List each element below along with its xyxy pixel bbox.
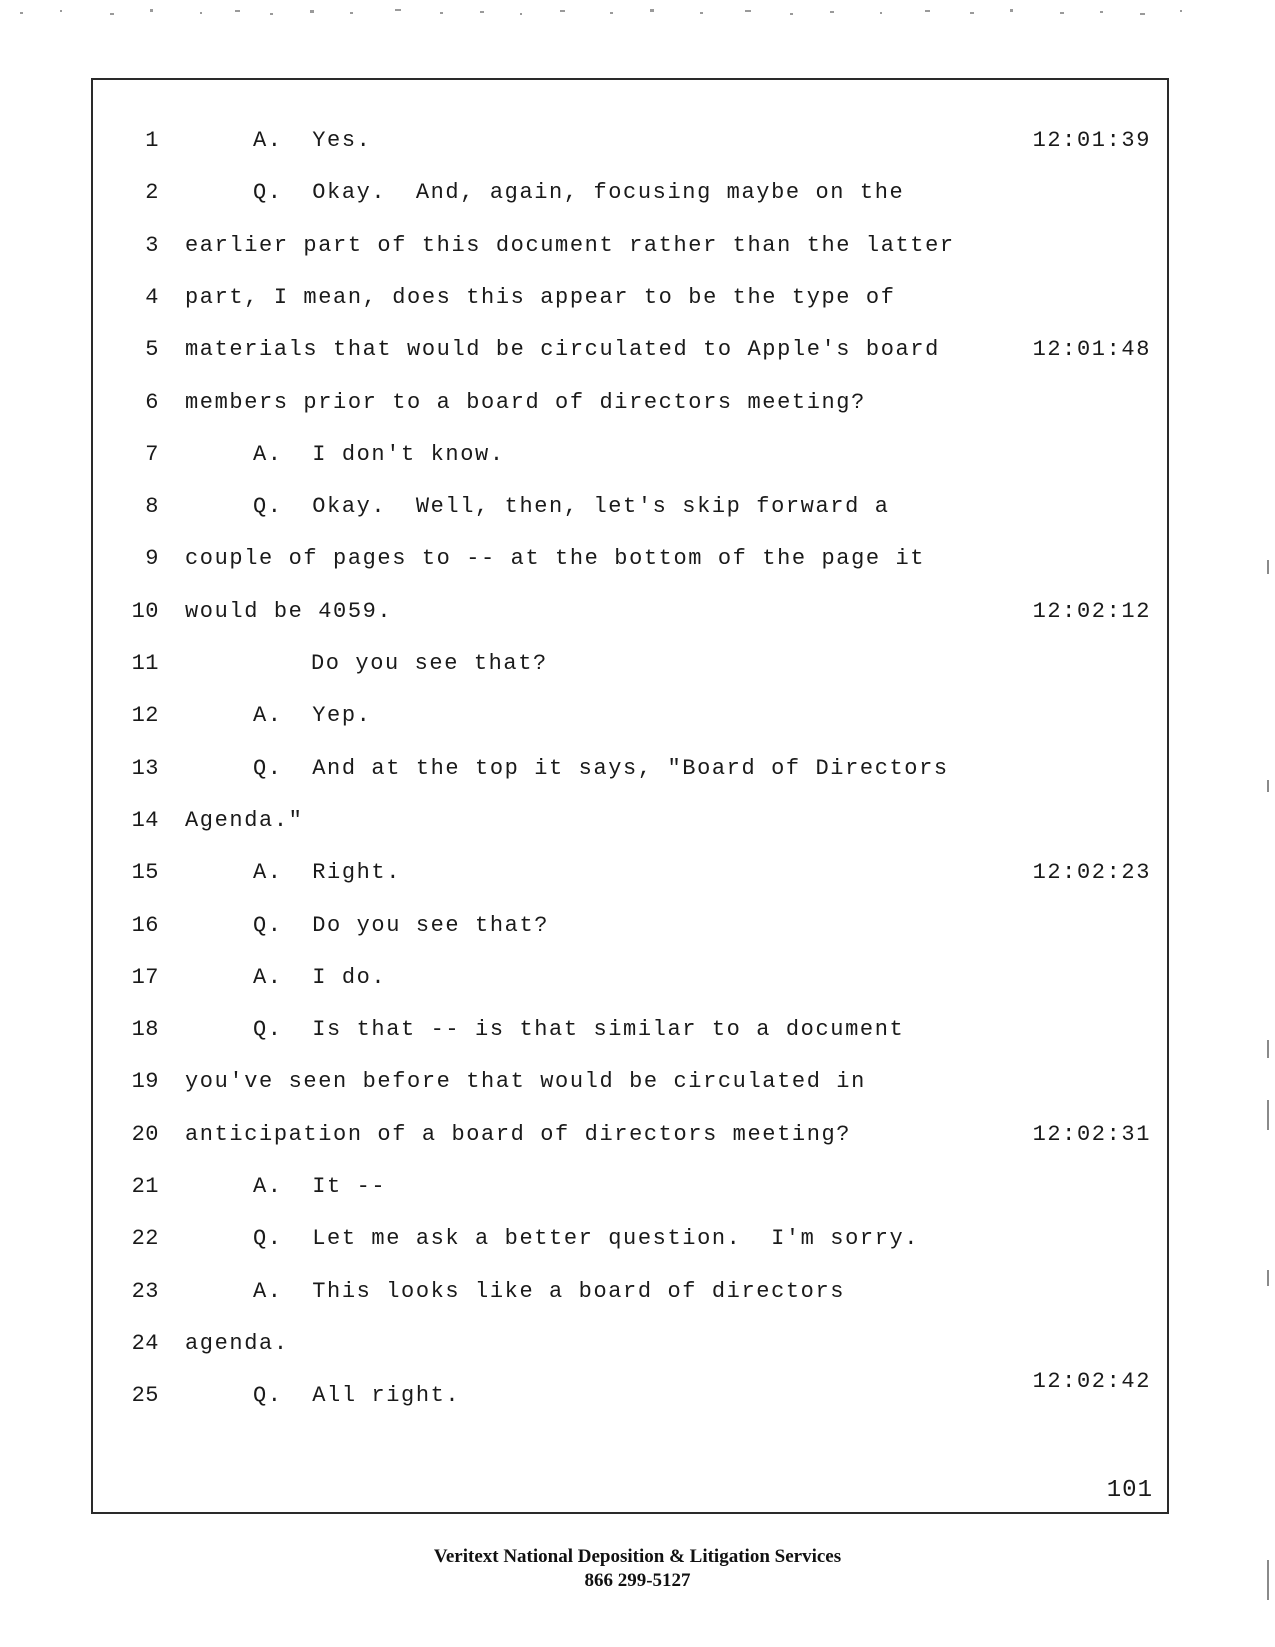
transcript-line <box>93 1069 1167 1119</box>
transcript-line <box>93 1017 1167 1067</box>
line-text: A. This looks like a board of directors <box>253 1278 846 1304</box>
timestamp: 12:02:12 <box>1032 598 1151 624</box>
line-text: Q. Do you see that? <box>253 912 550 938</box>
line-number: 14 <box>131 807 159 833</box>
transcript-line <box>93 1174 1167 1224</box>
timestamp: 12:02:42 <box>1032 1369 1151 1395</box>
timestamp: 12:02:23 <box>1032 860 1151 886</box>
transcript-line <box>93 285 1167 335</box>
line-number: 21 <box>131 1174 159 1199</box>
line-text: would be 4059. <box>185 598 393 624</box>
line-text: Q. All right. <box>253 1383 461 1409</box>
transcript-line <box>93 1226 1167 1276</box>
line-text: Q. And at the top it says, "Board of Directors <box>253 755 949 781</box>
line-number: 23 <box>131 1278 159 1304</box>
transcript-line <box>93 756 1167 806</box>
line-text: Do you see that? <box>311 651 548 676</box>
line-number: 9 <box>145 546 159 572</box>
transcript-line <box>93 808 1167 858</box>
line-number: 6 <box>145 389 159 415</box>
transcript-line <box>93 1279 1167 1329</box>
transcript-line <box>93 703 1167 753</box>
footer-phone: 866 299-5127 <box>584 1570 691 1591</box>
line-number: 7 <box>145 441 159 467</box>
line-number: 25 <box>131 1383 159 1409</box>
line-number: 19 <box>131 1069 159 1095</box>
scan-noise-top <box>0 0 1275 30</box>
timestamp: 12:01:48 <box>1032 337 1151 363</box>
line-number: 10 <box>131 598 159 624</box>
line-number: 11 <box>131 651 159 676</box>
line-number: 15 <box>131 860 159 886</box>
line-number: 5 <box>145 337 159 363</box>
transcript-line <box>93 651 1167 701</box>
line-number: 12 <box>131 703 159 729</box>
transcript-page <box>91 78 1169 1514</box>
line-text: couple of pages to -- at the bottom of the page it <box>185 546 926 572</box>
transcript-line <box>93 233 1167 283</box>
line-text: agenda. <box>185 1330 289 1356</box>
line-text: A. Right. <box>253 860 402 886</box>
transcript-line <box>93 337 1167 387</box>
line-text: A. I don't know. <box>253 441 505 467</box>
footer-company: Veritext National Deposition & Litigation Services <box>433 1546 842 1567</box>
line-number: 1 <box>145 128 159 153</box>
transcript-line <box>93 913 1167 963</box>
line-number: 4 <box>145 284 159 310</box>
transcript-line <box>93 1369 1167 1433</box>
footer <box>0 1545 1275 1593</box>
line-text: A. It -- <box>253 1174 387 1199</box>
timestamp: 12:02:31 <box>1032 1121 1151 1147</box>
line-text: Q. Okay. And, again, focusing maybe on the <box>253 180 905 206</box>
line-text: earlier part of this document rather than the latter <box>185 232 955 258</box>
transcript-line <box>93 390 1167 440</box>
line-number: 3 <box>145 232 159 258</box>
line-number: 8 <box>145 494 159 520</box>
line-number: 16 <box>131 912 159 938</box>
transcript-line <box>93 546 1167 596</box>
line-text: A. Yes. <box>253 128 372 153</box>
transcript-line <box>93 1122 1167 1172</box>
transcript-line <box>93 860 1167 910</box>
transcript-line <box>93 442 1167 492</box>
transcript-line <box>93 599 1167 649</box>
timestamp: 12:01:39 <box>1032 128 1151 153</box>
transcript-line <box>93 128 1167 178</box>
line-text: A. Yep. <box>253 703 372 729</box>
transcript-line <box>93 180 1167 230</box>
line-number: 22 <box>131 1226 159 1252</box>
line-number: 18 <box>131 1017 159 1043</box>
line-text: Q. Okay. Well, then, let's skip forward a <box>253 494 890 520</box>
line-number: 24 <box>131 1330 159 1356</box>
line-number: 17 <box>131 964 159 990</box>
page-number: 101 <box>1106 1477 1153 1504</box>
line-text: part, I mean, does this appear to be the type of <box>185 284 896 310</box>
line-text: A. I do. <box>253 964 387 990</box>
line-text: Agenda." <box>185 807 304 833</box>
transcript-line <box>93 494 1167 544</box>
line-number: 13 <box>131 755 159 781</box>
line-text: anticipation of a board of directors meeting? <box>185 1121 852 1147</box>
line-text: Q. Let me ask a better question. I'm sorry. <box>253 1226 920 1252</box>
line-text: materials that would be circulated to Apple's board <box>185 337 940 363</box>
transcript-line <box>93 965 1167 1015</box>
line-text: you've seen before that would be circulated in <box>185 1069 866 1095</box>
transcript-line <box>93 1331 1167 1381</box>
scan-edge-marks <box>1245 0 1275 1647</box>
line-text: Q. Is that -- is that similar to a document <box>253 1017 905 1043</box>
line-number: 20 <box>131 1121 159 1147</box>
line-number: 2 <box>145 180 159 206</box>
line-text: members prior to a board of directors meeting? <box>185 389 866 415</box>
